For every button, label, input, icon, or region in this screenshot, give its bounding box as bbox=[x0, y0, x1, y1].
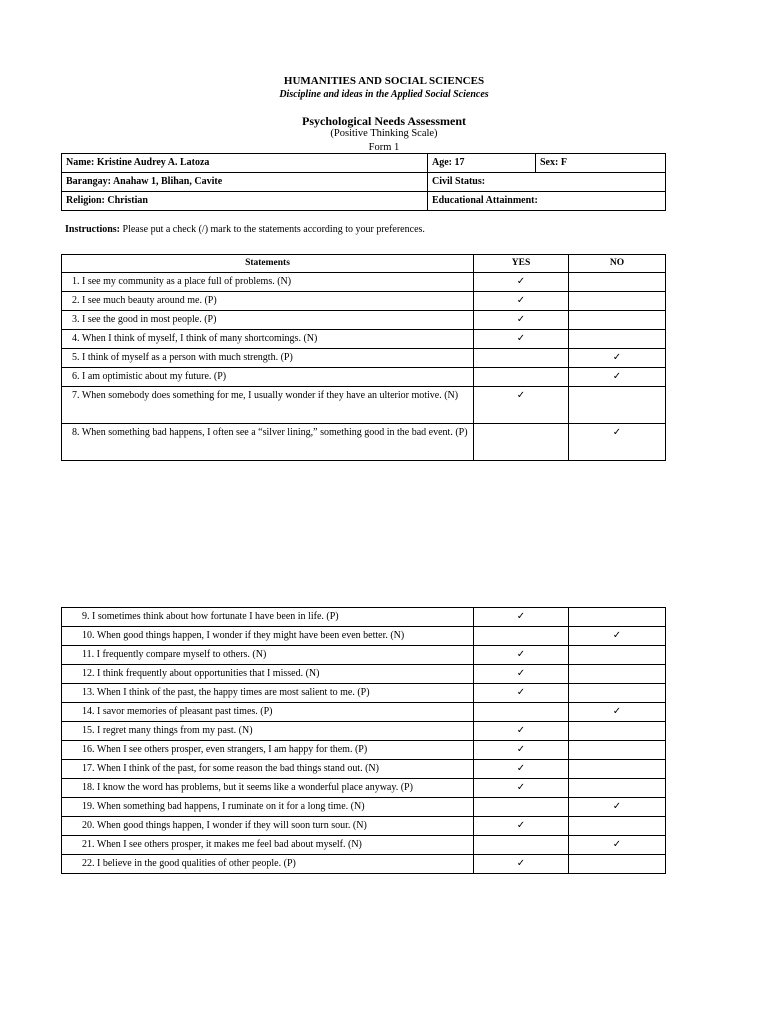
checkmark-icon: ✓ bbox=[612, 427, 622, 438]
no-cell[interactable] bbox=[569, 779, 666, 798]
checkmark-icon: ✓ bbox=[516, 390, 526, 401]
yes-cell[interactable] bbox=[474, 665, 569, 684]
statement-text: 22. I believe in the good qualities of other people. (P) bbox=[62, 855, 474, 874]
table-row bbox=[62, 273, 666, 292]
religion-field: Religion: Christian bbox=[62, 192, 428, 211]
no-cell[interactable] bbox=[569, 292, 666, 311]
yes-cell[interactable] bbox=[474, 387, 569, 424]
checkmark-icon: ✓ bbox=[516, 611, 526, 622]
yes-cell[interactable] bbox=[474, 646, 569, 665]
education-field: Educational Attainment: bbox=[428, 192, 666, 211]
checkmark-icon: ✓ bbox=[516, 649, 526, 660]
checkmark-icon: ✓ bbox=[516, 295, 526, 306]
instructions-text: Please put a check (/) mark to the statements according to your preferences. bbox=[120, 224, 425, 235]
statement-text: 3. I see the good in most people. (P) bbox=[62, 311, 474, 330]
yes-cell[interactable] bbox=[474, 817, 569, 836]
checkmark-icon: ✓ bbox=[516, 276, 526, 287]
yes-cell[interactable] bbox=[474, 330, 569, 349]
respondent-info-table bbox=[61, 153, 666, 211]
statement-text: 21. When I see others prosper, it makes me feel bad about myself. (N) bbox=[62, 836, 474, 855]
checkmark-icon: ✓ bbox=[516, 668, 526, 679]
statement-text: 17. When I think of the past, for some reason the bad things stand out. (N) bbox=[62, 760, 474, 779]
statement-text: 8. When something bad happens, I often see a “silver lining,” something good in the bad event. (P) bbox=[62, 424, 474, 461]
statement-text: 14. I savor memories of pleasant past times. (P) bbox=[62, 703, 474, 722]
statement-text: 1. I see my community as a place full of problems. (N) bbox=[62, 273, 474, 292]
no-cell[interactable] bbox=[569, 349, 666, 368]
statement-text: 16. When I see others prosper, even strangers, I am happy for them. (P) bbox=[62, 741, 474, 760]
statement-text: 5. I think of myself as a person with much strength. (P) bbox=[62, 349, 474, 368]
table-row bbox=[62, 779, 666, 798]
checkmark-icon: ✓ bbox=[516, 314, 526, 325]
yes-cell[interactable] bbox=[474, 760, 569, 779]
checkmark-icon: ✓ bbox=[516, 744, 526, 755]
statements-table-part1 bbox=[61, 254, 666, 461]
no-cell[interactable] bbox=[569, 627, 666, 646]
age-field: Age: 17 bbox=[428, 154, 536, 173]
table-row bbox=[62, 798, 666, 817]
no-cell[interactable] bbox=[569, 665, 666, 684]
no-cell[interactable] bbox=[569, 311, 666, 330]
checkmark-icon: ✓ bbox=[612, 706, 622, 717]
table-row bbox=[62, 387, 666, 424]
sex-field: Sex: F bbox=[536, 154, 666, 173]
yes-cell[interactable] bbox=[474, 627, 569, 646]
table-row bbox=[62, 368, 666, 387]
no-cell[interactable] bbox=[569, 798, 666, 817]
instructions-label: Instructions: bbox=[65, 224, 121, 235]
table-row bbox=[62, 349, 666, 368]
checkmark-icon: ✓ bbox=[516, 725, 526, 736]
statement-text: 4. When I think of myself, I think of many shortcomings. (N) bbox=[62, 330, 474, 349]
no-cell[interactable] bbox=[569, 684, 666, 703]
yes-cell[interactable] bbox=[474, 684, 569, 703]
yes-cell[interactable] bbox=[474, 722, 569, 741]
checkmark-icon: ✓ bbox=[516, 763, 526, 774]
statement-text: 20. When good things happen, I wonder if they will soon turn sour. (N) bbox=[62, 817, 474, 836]
no-cell[interactable] bbox=[569, 646, 666, 665]
checkmark-icon: ✓ bbox=[612, 801, 622, 812]
table-row bbox=[62, 665, 666, 684]
table-row bbox=[62, 741, 666, 760]
table-row bbox=[62, 855, 666, 874]
statement-text: 18. I know the word has problems, but it seems like a wonderful place anyway. (P) bbox=[62, 779, 474, 798]
table-row bbox=[62, 760, 666, 779]
yes-cell[interactable] bbox=[474, 311, 569, 330]
statement-text: 12. I think frequently about opportunities that I missed. (N) bbox=[62, 665, 474, 684]
yes-cell[interactable] bbox=[474, 368, 569, 387]
table-row bbox=[62, 627, 666, 646]
table-row bbox=[62, 722, 666, 741]
yes-cell[interactable] bbox=[474, 855, 569, 874]
course-heading: HUMANITIES AND SOCIAL SCIENCES bbox=[283, 75, 485, 87]
statements-body-part2 bbox=[62, 608, 666, 874]
yes-cell[interactable] bbox=[474, 349, 569, 368]
civil-status-field: Civil Status: bbox=[428, 173, 666, 192]
table-row bbox=[62, 703, 666, 722]
yes-cell[interactable] bbox=[474, 741, 569, 760]
yes-cell[interactable] bbox=[474, 292, 569, 311]
no-cell[interactable] bbox=[569, 722, 666, 741]
no-header: NO bbox=[569, 255, 666, 273]
table-row bbox=[62, 424, 666, 461]
statements-table-part2 bbox=[61, 607, 666, 874]
checkmark-icon: ✓ bbox=[516, 333, 526, 344]
table-row bbox=[62, 836, 666, 855]
document-subtitle: (Positive Thinking Scale) bbox=[330, 128, 438, 139]
yes-cell[interactable] bbox=[474, 836, 569, 855]
table-row bbox=[62, 330, 666, 349]
no-cell[interactable] bbox=[569, 817, 666, 836]
statement-text: 7. When somebody does something for me, I usually wonder if they have an ulterior motive. (N) bbox=[62, 387, 474, 424]
statement-text: 13. When I think of the past, the happy times are most salient to me. (P) bbox=[62, 684, 474, 703]
instructions bbox=[65, 224, 425, 235]
checkmark-icon: ✓ bbox=[516, 820, 526, 831]
statement-text: 15. I regret many things from my past. (N) bbox=[62, 722, 474, 741]
checkmark-icon: ✓ bbox=[516, 687, 526, 698]
checkmark-icon: ✓ bbox=[516, 782, 526, 793]
checkmark-icon: ✓ bbox=[612, 352, 622, 363]
yes-cell[interactable] bbox=[474, 798, 569, 817]
no-cell[interactable] bbox=[569, 836, 666, 855]
yes-header: YES bbox=[474, 255, 569, 273]
table-row bbox=[62, 311, 666, 330]
document-title: Psychological Needs Assessment bbox=[302, 114, 466, 128]
no-cell[interactable] bbox=[569, 760, 666, 779]
course-subheading: Discipline and ideas in the Applied Social Sciences bbox=[279, 89, 489, 100]
table-row bbox=[62, 292, 666, 311]
statement-text: 11. I frequently compare myself to others. (N) bbox=[62, 646, 474, 665]
checkmark-icon: ✓ bbox=[612, 630, 622, 641]
no-cell[interactable] bbox=[569, 273, 666, 292]
checkmark-icon: ✓ bbox=[612, 839, 622, 850]
table-row bbox=[62, 646, 666, 665]
yes-cell[interactable] bbox=[474, 424, 569, 461]
yes-cell[interactable] bbox=[474, 779, 569, 798]
yes-cell[interactable] bbox=[474, 273, 569, 292]
table-row bbox=[62, 684, 666, 703]
checkmark-icon: ✓ bbox=[516, 858, 526, 869]
statement-text: 10. When good things happen, I wonder if they might have been even better. (N) bbox=[62, 627, 474, 646]
barangay-field: Barangay: Anahaw 1, Blihan, Cavite bbox=[62, 173, 428, 192]
no-cell[interactable] bbox=[569, 330, 666, 349]
statements-header: Statements bbox=[62, 255, 474, 273]
no-cell[interactable] bbox=[569, 741, 666, 760]
no-cell[interactable] bbox=[569, 608, 666, 627]
yes-cell[interactable] bbox=[474, 608, 569, 627]
no-cell[interactable] bbox=[569, 387, 666, 424]
no-cell[interactable] bbox=[569, 703, 666, 722]
table-row bbox=[62, 817, 666, 836]
statements-body-part1 bbox=[62, 273, 666, 461]
statement-text: 19. When something bad happens, I ruminate on it for a long time. (N) bbox=[62, 798, 474, 817]
form-number: Form 1 bbox=[368, 142, 400, 153]
statement-text: 9. I sometimes think about how fortunate I have been in life. (P) bbox=[62, 608, 474, 627]
no-cell[interactable] bbox=[569, 424, 666, 461]
yes-cell[interactable] bbox=[474, 703, 569, 722]
no-cell[interactable] bbox=[569, 855, 666, 874]
statement-text: 2. I see much beauty around me. (P) bbox=[62, 292, 474, 311]
checkmark-icon: ✓ bbox=[612, 371, 622, 382]
table-row bbox=[62, 608, 666, 627]
no-cell[interactable] bbox=[569, 368, 666, 387]
name-field: Name: Kristine Audrey A. Latoza bbox=[62, 154, 428, 173]
statement-text: 6. I am optimistic about my future. (P) bbox=[62, 368, 474, 387]
